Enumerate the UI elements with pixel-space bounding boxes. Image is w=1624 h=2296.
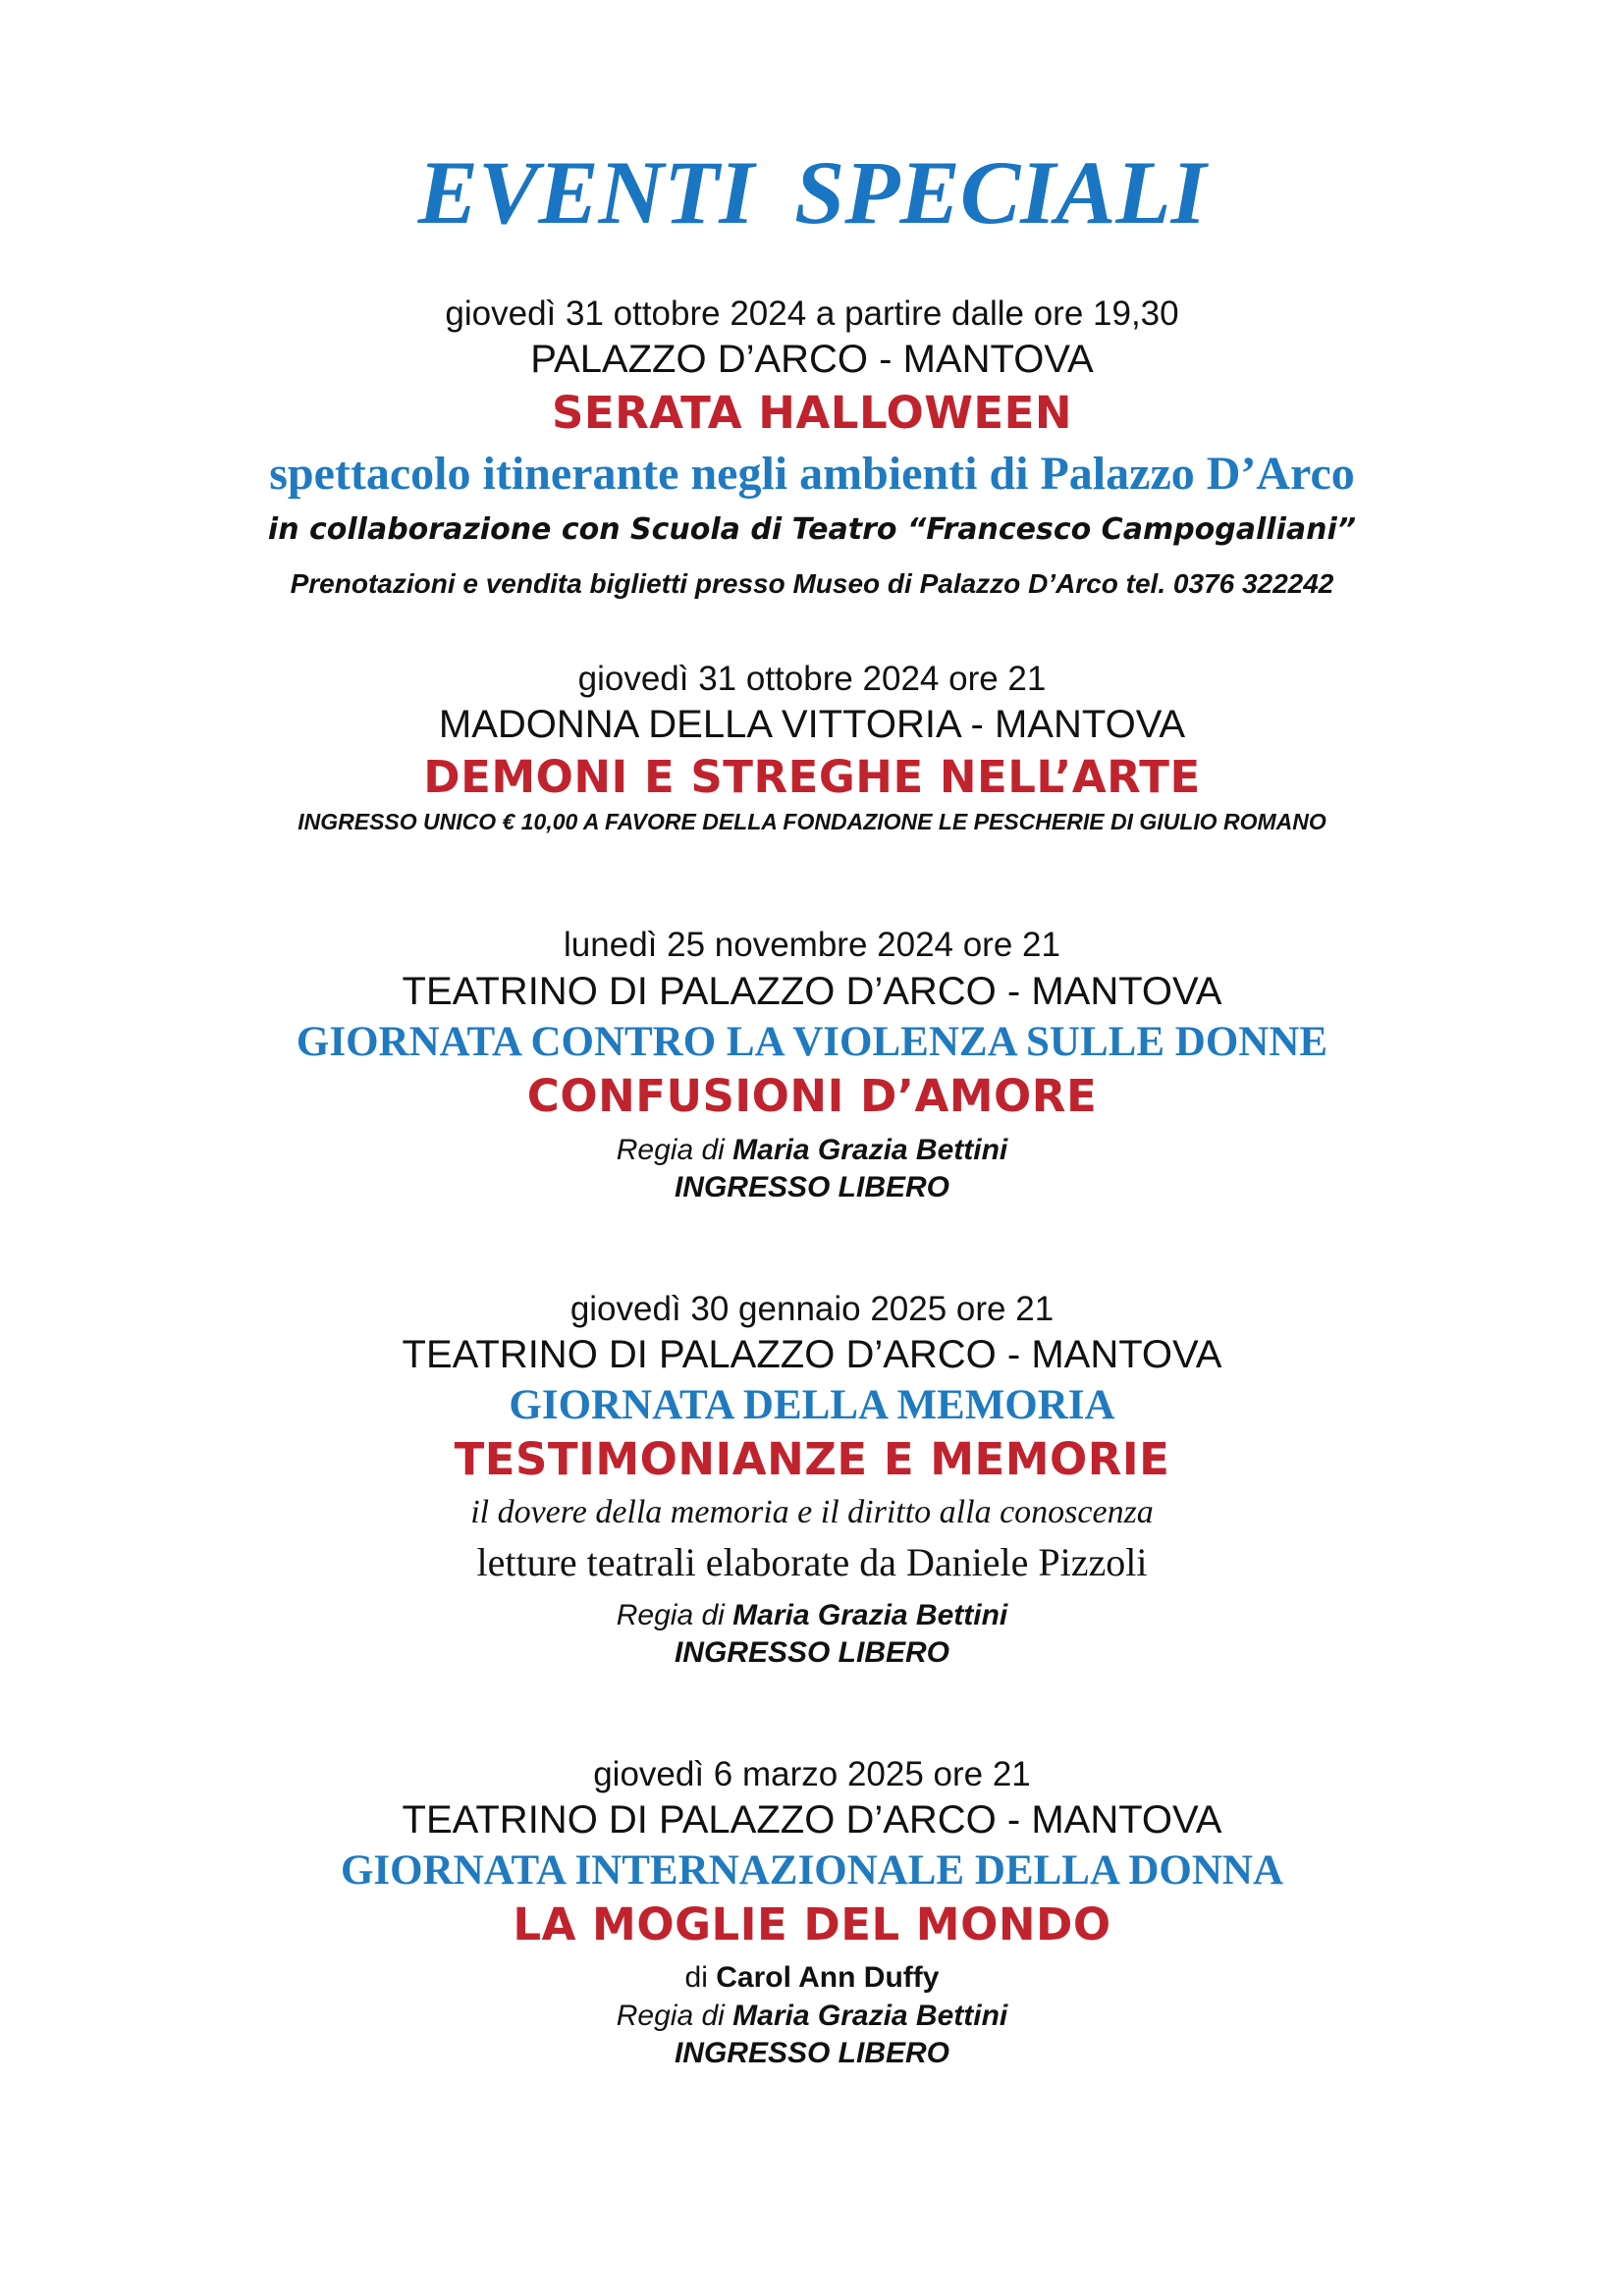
event-date: giovedì 30 gennaio 2025 ore 21: [569, 1290, 1055, 1328]
event-direction: [0, 1601, 1624, 1630]
event-direction: [0, 1136, 1624, 1165]
page-title: EVENTI SPECIALI: [417, 142, 1207, 242]
event-venue: TEATRINO DI PALAZZO D’ARCO - MANTOVA: [402, 1798, 1222, 1842]
event-name: DEMONI E STREGHE NELL’ARTE: [423, 751, 1201, 803]
director-name: Maria Grazia Bettini: [732, 1599, 1008, 1631]
direction-prefix: Regia di: [616, 1599, 725, 1631]
direction-prefix: Regia di: [616, 1134, 725, 1166]
event-venue: PALAZZO D’ARCO - MANTOVA: [530, 338, 1094, 381]
event-tagline: il dovere della memoria e il diritto alla conoscenza: [470, 1494, 1154, 1530]
event-entry: INGRESSO LIBERO: [674, 1636, 950, 1669]
event-venue: TEATRINO DI PALAZZO D’ARCO - MANTOVA: [402, 970, 1222, 1013]
author-prefix: di: [684, 1961, 708, 1994]
director-name: Maria Grazia Bettini: [732, 1134, 1008, 1166]
director-name: Maria Grazia Bettini: [732, 2000, 1008, 2032]
direction-prefix: Regia di: [616, 2000, 725, 2032]
event-subtitle: spettacolo itinerante negli ambienti di Palazzo D’Arco: [269, 448, 1355, 500]
event-name: CONFUSIONI D’AMORE: [526, 1070, 1098, 1122]
event-entry: INGRESSO UNICO € 10,00 A FAVORE DELLA FONDAZIONE LE PESCHERIE DI GIULIO ROMANO: [298, 809, 1326, 834]
event-collaboration: in collaborazione con Scuola di Teatro “Francesco Campogalliani”: [267, 512, 1357, 547]
event-direction: [0, 2002, 1624, 2031]
event-occasion: GIORNATA DELLA MEMORIA: [509, 1382, 1115, 1428]
event-occasion: GIORNATA CONTRO LA VIOLENZA SULLE DONNE: [296, 1019, 1328, 1065]
event-name: TESTIMONIANZE E MEMORIE: [454, 1433, 1170, 1485]
event-date: giovedì 31 ottobre 2024 ore 21: [577, 660, 1047, 698]
event-readings: letture teatrali elaborate da Daniele Pizzoli: [476, 1540, 1148, 1584]
event-booking-info: Prenotazioni e vendita biglietti presso Museo di Palazzo D’Arco tel. 0376 322242: [290, 568, 1334, 599]
event-occasion: GIORNATA INTERNAZIONALE DELLA DONNA: [340, 1847, 1284, 1894]
event-date: giovedì 6 marzo 2025 ore 21: [593, 1755, 1031, 1793]
event-date: giovedì 31 ottobre 2024 a partire dalle ore 19,30: [445, 294, 1179, 333]
event-venue: MADONNA DELLA VITTORIA - MANTOVA: [438, 703, 1186, 746]
event-name: LA MOGLIE DEL MONDO: [513, 1898, 1111, 1950]
event-entry: INGRESSO LIBERO: [674, 2037, 950, 2069]
event-date: lunedì 25 novembre 2024 ore 21: [564, 926, 1060, 964]
event-venue: TEATRINO DI PALAZZO D’ARCO - MANTOVA: [402, 1333, 1222, 1376]
event-author: [0, 1963, 1624, 1993]
event-entry: INGRESSO LIBERO: [674, 1171, 950, 1203]
author-name: Carol Ann Duffy: [716, 1961, 940, 1994]
event-name: SERATA HALLOWEEN: [551, 387, 1073, 439]
